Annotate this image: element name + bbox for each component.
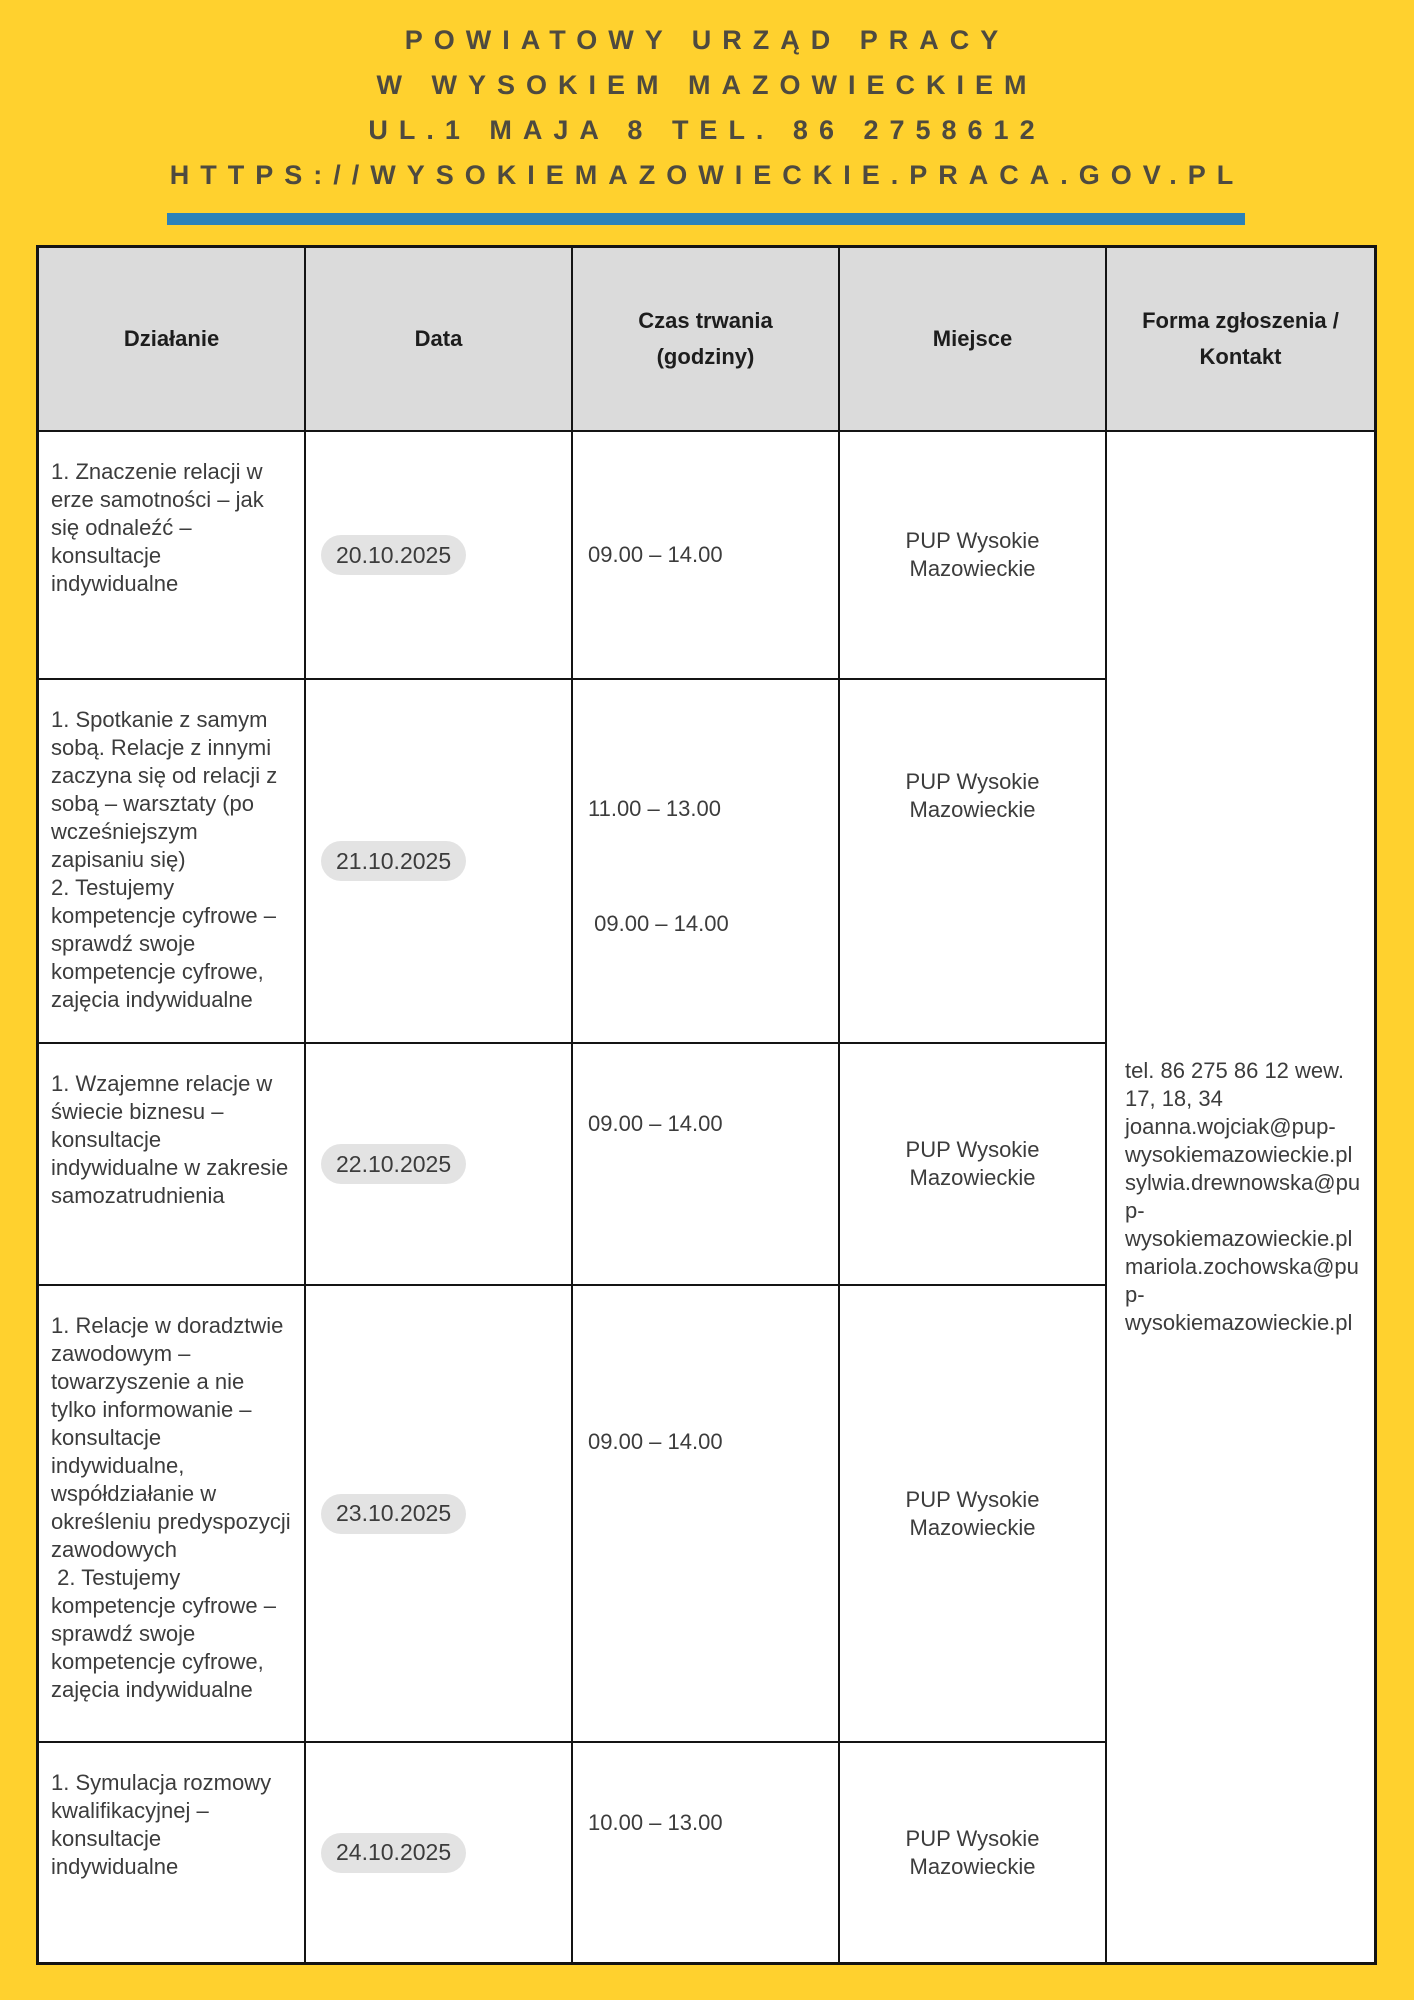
time-range: 10.00 – 13.00	[588, 1810, 723, 1835]
contact-email: sylwia.drewnowska@pu	[1125, 1170, 1361, 1195]
header-line-2: W WYSOKIEM MAZOWIECKIEM	[376, 70, 1038, 100]
activity-text: 1. Wzajemne relacje w świecie biznesu – konsultacje indywidualne w zakresie samozatrudnienia	[51, 1071, 295, 1208]
page-header	[0, 18, 1414, 198]
date-cell	[306, 1286, 573, 1743]
activity-text: 1. Symulacja rozmowy kwalifikacyjnej – konsultacje indywidualne	[51, 1770, 278, 1879]
col-header-label: Czas trwania	[638, 308, 773, 333]
date-cell	[306, 432, 573, 680]
activity-text: 1. Znaczenie relacji w erze samotności – jak się odnaleźć – konsultacje indywidualne	[51, 459, 270, 596]
place-cell	[840, 432, 1107, 680]
activity-cell	[39, 680, 306, 1044]
activity-text: 2. Testujemy kompetencje cyfrowe – sprawdź swoje kompetencje cyfrowe, zajęcia indywidualne	[51, 875, 283, 1012]
activity-text: 1. Relacje w doradztwie zawodowym – towarzyszenie a nie tylko informowanie – konsultacje indywidualne, współdziałanie w określeniu predyspozycji zawodowych	[51, 1313, 297, 1562]
activity-cell	[39, 1044, 306, 1286]
contact-cell	[1107, 432, 1374, 1962]
place-text: PUP Wysokie Mazowieckie	[905, 1486, 1040, 1540]
col-header-miejsce	[840, 248, 1107, 432]
header-line-3: UL.1 MAJA 8 TEL. 86 2758612	[368, 115, 1046, 145]
activity-cell	[39, 432, 306, 680]
time-range: 09.00 – 14.00	[588, 1111, 723, 1136]
col-header-data	[306, 248, 573, 432]
place-text: PUP Wysokie Mazowieckie	[905, 1137, 1040, 1190]
blue-divider	[167, 213, 1245, 225]
col-header-label: (godziny)	[656, 344, 755, 369]
time-range: 09.00 – 14.00	[588, 542, 723, 567]
place-cell	[840, 1743, 1107, 1962]
schedule-table	[36, 245, 1377, 1965]
date-pill: 20.10.2025	[321, 535, 466, 575]
contact-phone: tel. 86 275 86 12 wew.	[1125, 1058, 1344, 1083]
contact-email: wysokiemazowieckie.pl	[1125, 1310, 1353, 1335]
time-range: 09.00 – 14.00	[588, 911, 729, 936]
place-text: PUP Wysokie Mazowieckie	[905, 528, 1040, 581]
place-text: PUP Wysokie Mazowieckie	[905, 1825, 1040, 1879]
col-header-label: Miejsce	[932, 326, 1013, 351]
contact-email: mariola.zochowska@pu	[1125, 1254, 1359, 1279]
date-pill: 21.10.2025	[321, 841, 466, 881]
place-text: PUP Wysokie Mazowieckie	[905, 769, 1040, 822]
date-pill: 23.10.2025	[321, 1494, 466, 1534]
time-range: 09.00 – 14.00	[588, 1429, 723, 1454]
place-cell	[840, 1044, 1107, 1286]
time-cell	[573, 1743, 840, 1962]
date-cell	[306, 1743, 573, 1962]
time-cell	[573, 1286, 840, 1743]
place-cell	[840, 680, 1107, 1044]
contact-email: p-	[1125, 1282, 1145, 1307]
time-cell	[573, 432, 840, 680]
contact-email: wysokiemazowieckie.pl	[1125, 1142, 1353, 1167]
place-cell	[840, 1286, 1107, 1743]
date-pill: 22.10.2025	[321, 1144, 466, 1184]
date-pill: 24.10.2025	[321, 1833, 466, 1873]
col-header-label: Data	[414, 326, 463, 351]
time-cell	[573, 680, 840, 1044]
date-cell	[306, 1044, 573, 1286]
activity-text: 2. Testujemy kompetencje cyfrowe – sprawdź swoje kompetencje cyfrowe, zajęcia indywidualne	[51, 1565, 283, 1702]
col-header-label: Działanie	[123, 326, 220, 351]
date-cell	[306, 680, 573, 1044]
col-header-czas	[573, 248, 840, 432]
col-header-label: Kontakt	[1199, 344, 1282, 369]
contact-email: joanna.wojciak@pup-	[1125, 1114, 1336, 1139]
time-range: 11.00 – 13.00	[588, 796, 721, 821]
contact-email: wysokiemazowieckie.pl	[1125, 1226, 1353, 1251]
time-cell	[573, 1044, 840, 1286]
header-line-1: POWIATOWY URZĄD PRACY	[404, 25, 1010, 55]
col-header-dzialanie	[39, 248, 306, 432]
contact-email: p-	[1125, 1198, 1145, 1223]
activity-cell	[39, 1743, 306, 1962]
col-header-label: Forma zgłoszenia /	[1142, 308, 1339, 333]
contact-phone-ext: 17, 18, 34	[1125, 1086, 1223, 1111]
activity-text: 1. Spotkanie z samym sobą. Relacje z innymi zaczyna się od relacji z sobą – warsztaty (po wcześniejszym zapisaniu się)	[51, 707, 284, 872]
header-line-url: HTTPS://WYSOKIEMAZOWIECKIE.PRACA.GOV.PL	[169, 160, 1245, 190]
activity-cell	[39, 1286, 306, 1743]
col-header-forma-kontakt	[1107, 248, 1374, 432]
